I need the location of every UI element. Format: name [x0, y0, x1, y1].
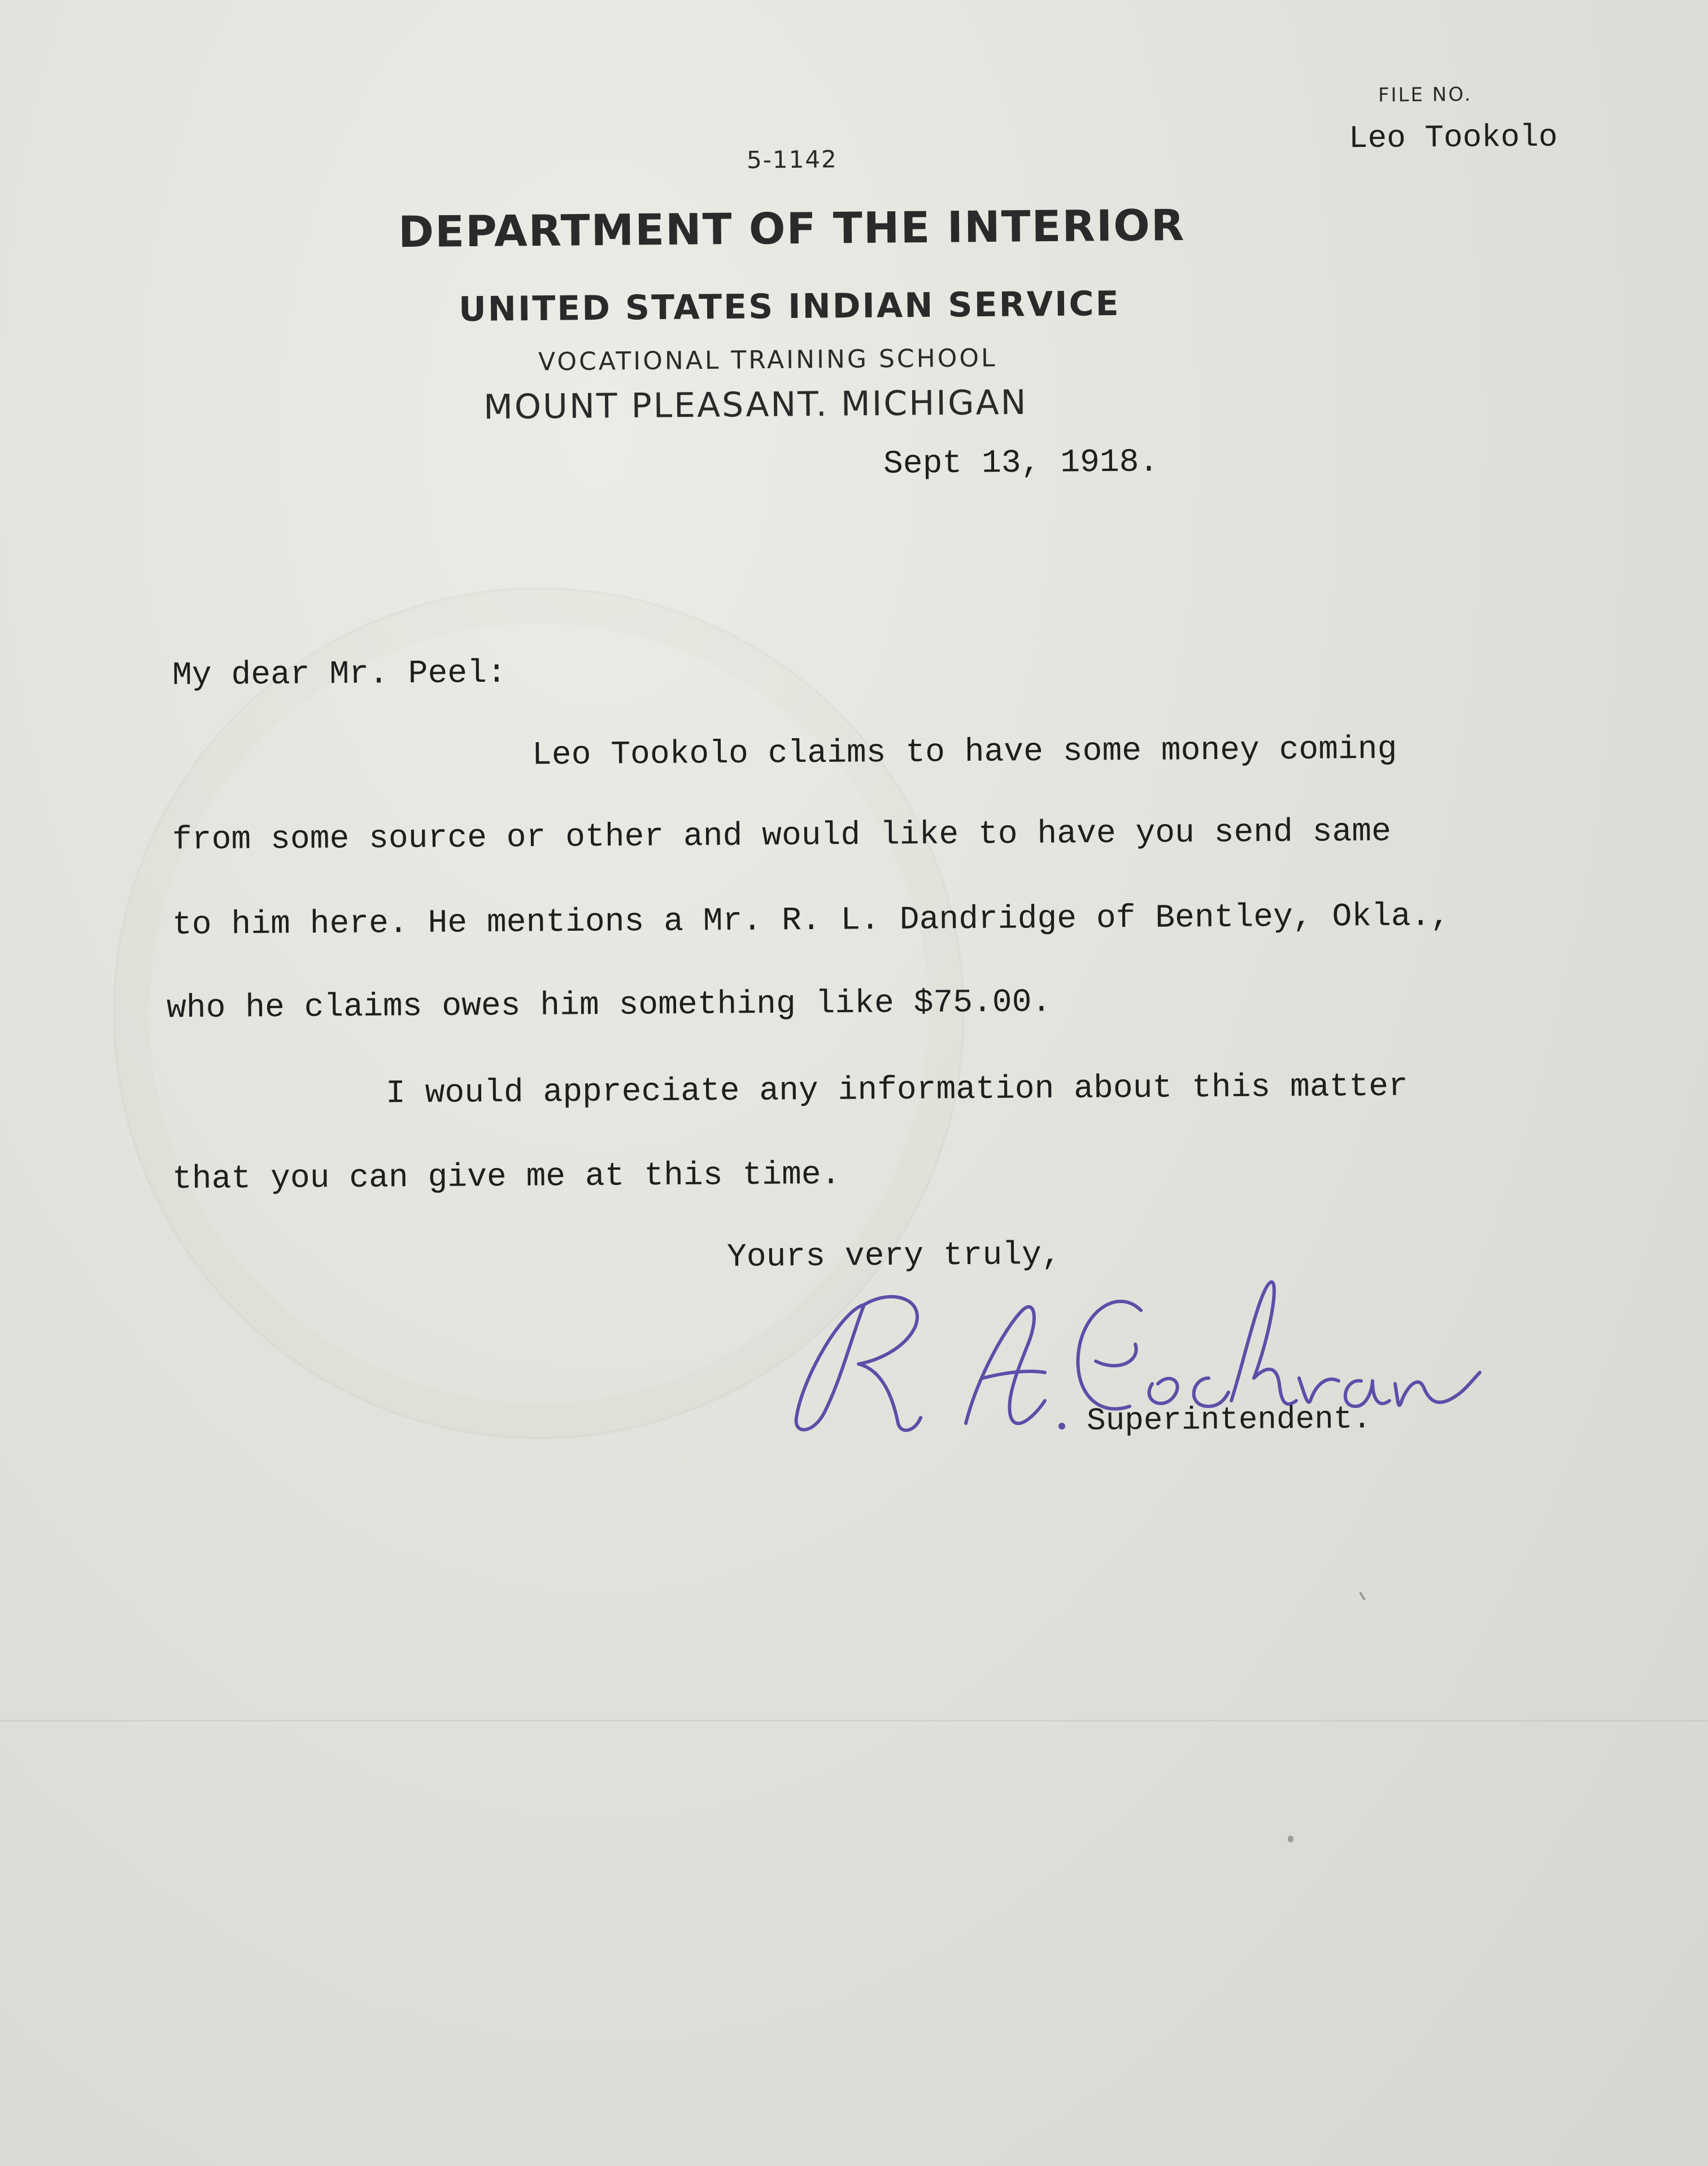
paper-fold [0, 1720, 1708, 1722]
signer-title: Superintendent. [1086, 1401, 1372, 1439]
closing: Yours very truly, [726, 1236, 1061, 1276]
location-heading: MOUNT PLEASANT. MICHIGAN [483, 382, 1028, 428]
salutation: My dear Mr. Peel: [172, 655, 507, 695]
form-number: 5-1142 [746, 145, 838, 174]
body-line: from some source or other and would like to have you send same [172, 813, 1392, 859]
file-number-label: FILE NO. [1378, 83, 1472, 107]
body-line: that you can give me at this time. [172, 1156, 841, 1199]
paper-speck [1359, 1592, 1365, 1601]
body-line: Leo Tookolo claims to have some money coming [531, 731, 1397, 774]
school-heading: VOCATIONAL TRAINING SCHOOL [538, 343, 997, 377]
body-line: I would appreciate any information about this matter [385, 1068, 1409, 1113]
department-heading: DEPARTMENT OF THE INTERIOR [398, 199, 1186, 258]
paper-speck [1288, 1836, 1293, 1842]
file-number-name: Leo Tookolo [1348, 119, 1558, 157]
letter-date: Sept 13, 1918. [883, 444, 1159, 483]
service-heading: UNITED STATES INDIAN SERVICE [458, 284, 1121, 330]
body-line: who he claims owes him something like $75.00. [166, 984, 1052, 1027]
body-line: to him here. He mentions a Mr. R. L. Dandridge of Bentley, Okla., [172, 898, 1450, 944]
